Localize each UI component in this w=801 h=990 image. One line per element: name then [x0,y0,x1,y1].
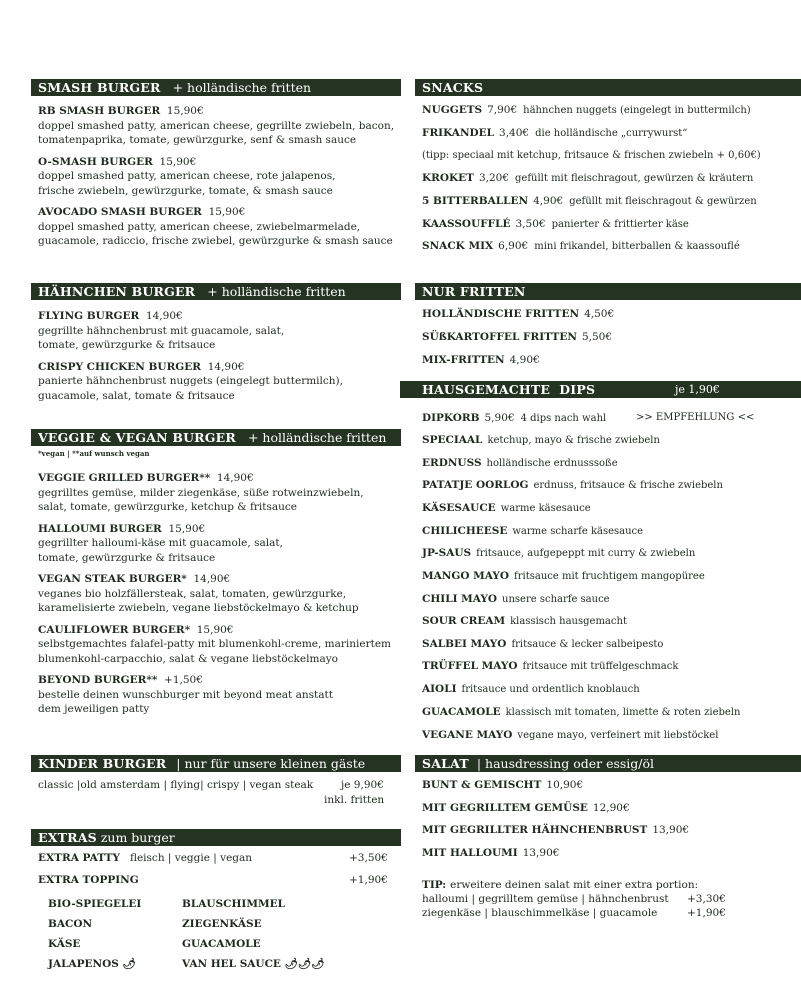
tip-label: TIP: [422,879,447,891]
section-title: SALAT [422,756,469,771]
item-price: 15,90€ [159,155,197,168]
section-subtitle: | nur für unsere kleinen gäste [176,756,366,771]
recommendation-label: >> EMPFEHLUNG << [636,412,755,423]
item-desc: erdnuss, fritsauce & frische zwiebeln [533,480,723,491]
item-price: 4,90€ [533,195,564,207]
item-desc: panierter & frittierter käse [551,219,689,230]
smash-burger-header [31,79,401,96]
item-desc: hähnchen nuggets (eingelegt in buttermilch) [523,105,751,116]
item-desc: holländische erdnusssoße [486,458,618,469]
item-desc: gefüllt mit fleischragout & gewürzen [569,196,757,207]
item-desc: unsere scharfe sauce [502,594,610,605]
topping: KÄSE [48,938,81,950]
item-name: CHILI MAYO [422,593,498,605]
item-name: HALLOUMI BURGER [38,522,162,535]
item-desc: guacamole, salat, tomate & fritsauce [38,389,235,402]
kids-price: je 9,90€ [341,779,384,791]
item-desc: mini frikandel, bitterballen & kaassouflé [534,241,740,252]
kids-options: classic |old amsterdam | flying| crispy | vegan steak [38,779,314,791]
menu-item [422,354,546,366]
extra-patty-row [38,852,252,864]
item-price: 14,90€ [145,310,183,322]
item-desc: guacamole, radiccio, frische zwiebel, gewürzgurke & smash sauce [38,235,393,247]
item-desc: fleisch | veggie | vegan [129,852,253,864]
menu-item [38,673,408,717]
section-subtitle: + holländische fritten [247,430,387,445]
item-price: 13,90€ [652,824,690,836]
dip-item [422,525,643,537]
item-name: CAULIFLOWER BURGER* [38,623,191,636]
menu-item [38,623,408,667]
smash-burger-list [38,104,403,256]
item-price: 10,90€ [546,779,584,791]
item-name: MIT GEGRILLTER HÄHNCHENBRUST [422,824,648,836]
item-price: 12,90€ [592,802,630,814]
item-name: SALBEI MAYO [422,638,507,650]
item-name: CRISPY CHICKEN BURGER [38,360,202,373]
item-name: ERDNUSS [422,457,482,469]
section-title: SNACKS [422,80,484,95]
section-subtitle: + holländische fritten [207,284,346,299]
item-desc: die holländische „currywurst“ [535,128,688,139]
kids-extra: inkl. fritten [324,794,385,806]
item-desc: dem jeweiligen patty [38,703,150,715]
dip-item [422,729,718,741]
toppings-right [182,894,325,974]
dipkorb-row [422,412,606,424]
item-desc: blumenkohl-carpacchio, salat & vegane liebstöckelmayo [38,652,338,665]
item-desc: warme käsesauce [500,503,591,514]
kids-burger-header [31,755,401,772]
item-desc: karamelisierte zwiebeln, vegane liebstöckelmayo & ketchup [38,602,359,614]
section-subtitle: + holländische fritten [172,80,312,95]
menu-item [422,308,620,320]
veggie-burger-list [38,471,408,724]
item-desc: doppel smashed patty, american cheese, gegrillte zwiebeln, bacon, [38,119,395,132]
item-price: 14,90€ [193,573,231,585]
topping: BACON [48,918,93,930]
salad-header [415,755,801,772]
menu-item [38,104,403,148]
item-price: +1,50€ [164,674,203,686]
menu-item [38,205,403,249]
menu-item [422,802,636,814]
tip-text: erweitere deinen salat mit einer extra portion: [450,879,699,891]
item-desc: fritsauce und ordentlich knoblauch [461,684,640,695]
item-desc: 4 dips nach wahl [520,413,607,424]
dip-item [422,638,663,650]
menu-item [38,522,408,566]
item-name: FLYING BURGER [38,310,140,322]
menu-item [422,104,751,116]
dips-price: je 1,90€ [675,383,720,396]
section-title: KINDER BURGER [38,756,167,771]
dip-item [422,615,627,627]
topping: GUACAMOLE [182,938,261,950]
item-price: 15,90€ [168,522,206,535]
menu-item [422,847,565,859]
item-desc: frische zwiebeln, gewürzgurke, tomate, & smash sauce [38,184,333,197]
item-name: MIT HALLOUMI [422,847,518,859]
item-desc: ketchup, mayo & frische zwiebeln [487,435,660,446]
item-price: 4,90€ [509,354,540,366]
section-title: HÄHNCHEN BURGER [38,284,196,299]
item-desc: selbstgemachtes falafel-patty mit blumenkohl-creme, mariniertem [38,638,392,650]
item-name: AVOCADO SMASH BURGER [38,206,202,218]
extra-patty-price: +3,50€ [349,852,388,864]
menu-item [422,172,753,184]
dip-item [422,479,723,491]
item-desc: vegane mayo, verfeinert mit liebstöckel [517,730,719,741]
item-name: SÜßKARTOFFEL FRITTEN [422,331,577,343]
dip-item [422,706,740,718]
item-name: KÄSESAUCE [422,502,496,514]
item-name: VEGANE MAYO [422,729,513,741]
item-desc: salat, tomate, gewürzgurke, ketchup & fritsauce [38,501,297,513]
menu-item [422,824,695,836]
chicken-burger-list [38,309,403,410]
section-title: VEGGIE & VEGAN BURGER [38,430,236,445]
item-name: HOLLÄNDISCHE FRITTEN [422,308,580,320]
item-desc: fritsauce, aufgepeppt mit curry & zwiebeln [476,548,696,559]
menu-item [38,572,408,616]
dip-item [422,683,640,695]
item-name: RB SMASH BURGER [38,105,161,117]
item-desc: gegrillter halloumi-käse mit guacamole, salat, [38,537,283,549]
item-price: 3,50€ [515,218,546,230]
item-price: 3,40€ [499,127,530,139]
chicken-burger-header [31,283,401,300]
item-name: O-SMASH BURGER [38,155,153,168]
item-name: PATATJE OORLOG [422,479,529,491]
section-title: NUR FRITTEN [422,284,526,299]
item-name: VEGGIE GRILLED BURGER** [38,472,211,484]
item-desc: doppel smashed patty, american cheese, rote jalapenos, [38,170,336,182]
item-price: 14,90€ [207,360,245,373]
vegan-note: *vegan | **auf wunsch vegan [38,449,150,458]
item-desc: tomate, gewürzgurke & fritsauce [38,551,216,564]
item-name: BUNT & GEMISCHT [422,779,542,791]
topping: BLAUSCHIMMEL [182,898,285,910]
salad-tip [422,879,698,891]
salad-tip-price: +1,90€ [687,907,726,919]
item-name: MIT GEGRILLTEM GEMÜSE [422,802,588,814]
item-desc: fritsauce mit trüffelgeschmack [522,661,679,672]
topping: ZIEGENKÄSE [182,918,262,930]
item-name: 5 BITTERBALLEN [422,195,529,207]
veggie-burger-header [31,429,401,446]
item-name: SPECIAAL [422,434,483,446]
item-desc: gefüllt mit fleischragout, gewürzen & kräutern [515,173,754,184]
item-name: CHILICHEESE [422,525,508,537]
item-desc: klassisch mit tomaten, limette & roten ziebeln [505,707,741,718]
extras-header [31,829,401,846]
menu-item [422,218,689,230]
item-price: 15,90€ [196,623,234,636]
section-title: HAUSGEMACHTE DIPS [422,382,596,397]
item-name: GUACAMOLE [422,706,501,718]
dip-item [422,502,591,514]
item-name: MANGO MAYO [422,570,510,582]
item-name: SOUR CREAM [422,615,506,627]
salad-tip-line: ziegenkäse | blauschimmelkäse | guacamole [422,907,658,919]
item-desc: fritsauce mit fruchtigem mangopüree [514,571,705,582]
snacks-header [415,79,801,96]
menu-item [422,195,757,207]
dip-item [422,660,678,672]
menu-item [38,471,408,515]
item-price: 4,50€ [584,308,615,320]
menu-item [422,779,589,791]
item-name: AIOLI [422,683,457,695]
section-title: SMASH BURGER [38,80,161,95]
dip-item [422,457,618,469]
dip-item [422,434,660,446]
item-name: JP-SAUS [422,547,472,559]
dip-item [422,570,705,582]
menu-item [422,127,687,139]
section-subtitle: | hausdressing oder essig/öl [476,756,655,771]
item-desc: veganes bio holzfällersteak, salat, tomaten, gewürzgurke, [38,587,347,600]
dips-header [400,381,801,398]
salad-tip-line: halloumi | gegrilltem gemüse | hähnchenbrust [422,893,669,905]
extra-topping-label: EXTRA TOPPING [38,874,139,886]
item-name: FRIKANDEL [422,127,495,139]
salad-tip-price: +3,30€ [687,893,726,905]
item-price: 15,90€ [208,206,246,218]
dip-item [422,547,695,559]
item-name: VEGAN STEAK BURGER* [38,573,187,585]
fries-header [415,283,801,300]
dip-item [422,593,610,605]
item-desc: gegrillte hähnchenbrust mit guacamole, salat, [38,324,285,337]
item-price: 7,90€ [487,104,518,116]
menu-item [38,360,403,404]
item-price: 5,90€ [484,412,515,424]
snacks-tip: (tipp: speciaal mit ketchup, fritsauce & frischen zwiebeln + 0,60€) [422,150,761,161]
menu-item [38,155,403,199]
item-desc: doppel smashed patty, american cheese, zwiebelmarmelade, [38,220,361,233]
item-price: 6,90€ [498,240,529,252]
item-name: SNACK MIX [422,240,494,252]
item-name: MIX-FRITTEN [422,354,505,366]
item-name: EXTRA PATTY [38,852,120,864]
section-subtitle: zum burger [100,830,175,845]
item-name: TRÜFFEL MAYO [422,660,518,672]
extra-topping-price: +1,90€ [349,874,388,886]
menu-item [38,309,403,353]
item-name: KROKET [422,172,474,184]
item-price: 13,90€ [522,847,560,859]
item-name: BEYOND BURGER** [38,674,158,686]
item-desc: klassisch hausgemacht [510,616,627,627]
item-desc: panierte hähnchenbrust nuggets (eingelegt buttermilch), [38,375,343,387]
item-name: DIPKORB [422,412,480,424]
item-price: 3,20€ [478,172,510,184]
toppings-left [48,894,141,974]
topping: BIO-SPIEGELEI [48,898,142,910]
item-desc: tomatenpaprika, tomate, gewürzgurke, senf & smash sauce [38,134,357,146]
item-desc: fritsauce & lecker salbeipesto [511,639,664,650]
item-price: 15,90€ [166,105,204,117]
item-desc: tomate, gewürzgurke & fritsauce [38,339,216,351]
section-title: EXTRAS [38,830,97,845]
item-price: 5,50€ [581,331,613,343]
menu-item [422,331,618,343]
item-desc: bestelle deinen wunschburger mit beyond meat anstatt [38,688,333,701]
topping: JALAPENOS 🌶 [48,958,136,970]
item-name: KAASSOUFFLÉ [422,218,511,230]
item-desc: gegrilltes gemüse, milder ziegenkäse, süße rotweinzwiebeln, [38,486,364,499]
topping: VAN HEL SAUCE 🌶🌶🌶 [182,958,325,970]
item-desc: warme scharfe käsesauce [512,526,644,537]
menu-item [422,240,740,252]
item-price: 14,90€ [216,472,254,484]
item-name: NUGGETS [422,104,483,116]
